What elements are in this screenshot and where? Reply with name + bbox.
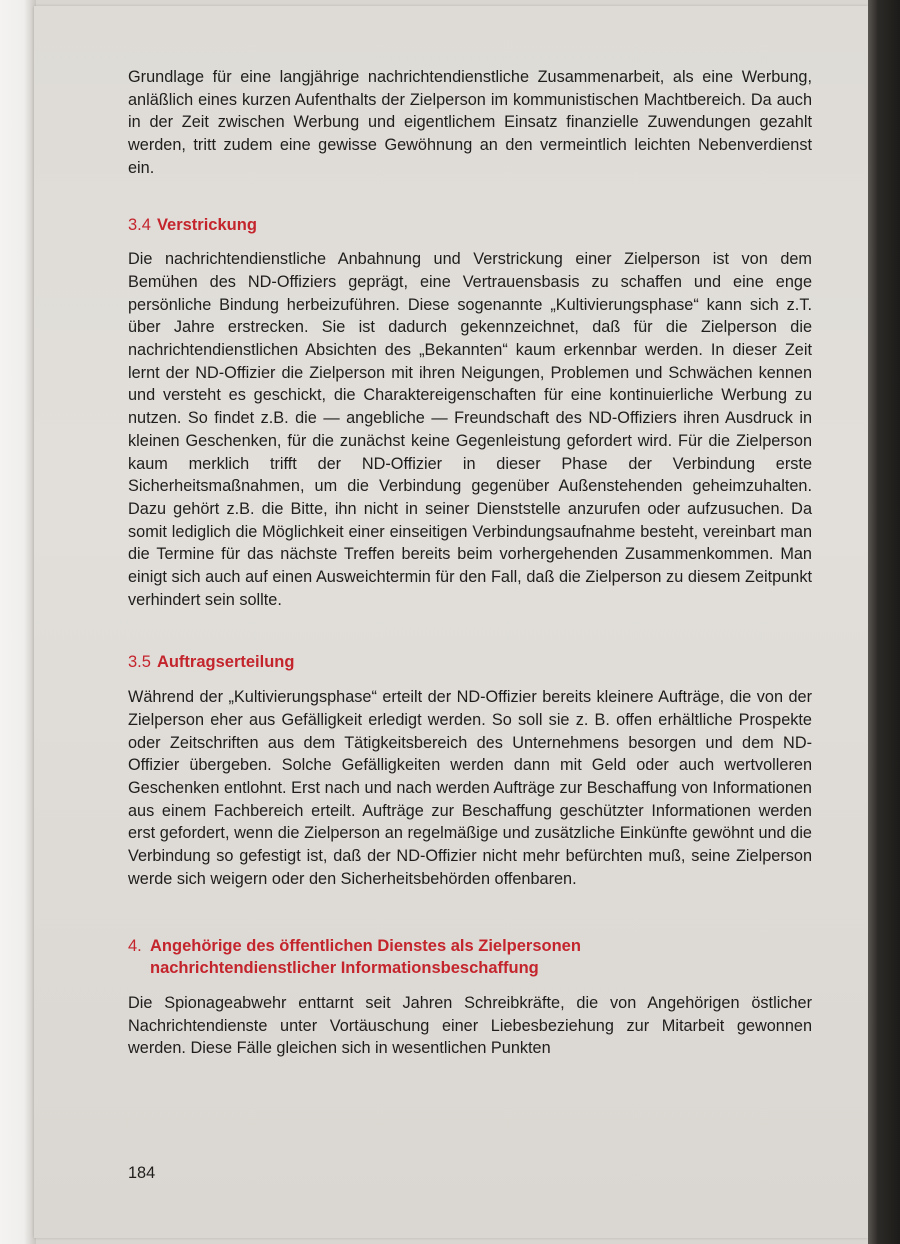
chapter-number: 4.: [128, 936, 142, 955]
section-number: 3.4: [128, 215, 151, 234]
page-content: [128, 66, 812, 1060]
section-title: Verstrickung: [156, 215, 257, 234]
chapter-paragraph: Die Spionageabwehr enttarnt seit Jahren Schreibkräfte, die von Angehörigen östlicher Nachrichtendienste unter Vortäuschung einer Liebesbeziehung zur Mitarbeit gewonnen werden. Diese Fälle gleichen sich in wesentlichen Punkten: [128, 993, 812, 1058]
chapter-title-line-2: nachrichtendienstlicher Informationsbeschaffung: [150, 959, 539, 978]
section-heading-verstrickung: [128, 214, 812, 237]
section-paragraph-auftragserteilung: Während der „Kultivierungsphase“ erteilt der ND-Offizier bereits kleinere Aufträge, die von der Zielperson eher aus Gefälligkeit erledigt werden. So soll sie z. B. offen erhältliche Prospekte oder Zeitschriften aus dem Tätigkeitsbereich des Unternehmens besorgen und dem ND-Offizier übergeben. Solche Gefälligkeiten werden dann mit Geld oder auch wertvolleren Geschenken entlohnt. Erst nach und nach werden Aufträge zur Beschaffung von Informationen aus einem Fachbereich erteilt. Aufträge zur Beschaffung geschützter Informationen werden erst gefordert, wenn die Zielperson an regelmäßige und zusätzliche Einkünfte gewöhnt und die Verbindung so gefestigt ist, daß der ND-Offizier nicht mehr befürchten muß, seine Zielperson werde sich weigern oder den Sicherheitsbehörden offenbaren.: [128, 688, 812, 888]
chapter-title: [150, 935, 581, 980]
intro-paragraph: Grundlage für eine langjährige nachrichtendienstliche Zusammenarbeit, als eine Werbung, anläßlich eines kurzen Aufenthalts der Zielperson im kommunistischen Machtbereich. Da auch in der Zeit zwischen Werbung und eigentlichem Einsatz finanzielle Zuwendungen gezahlt werden, tritt zudem eine gewisse Gewöhnung an den vermeintlich leichten Nebenverdienst ein.: [128, 68, 812, 177]
section-title: Auftragserteilung: [156, 653, 295, 672]
page-right-shadow: [868, 0, 900, 1244]
chapter-heading: [128, 935, 812, 980]
section-heading-auftragserteilung: [128, 651, 812, 674]
chapter-title-line-1: Angehörige des öffentlichen Dienstes als Zielpersonen: [150, 936, 581, 955]
page-number: 184: [128, 1164, 156, 1182]
page-left-margin: [0, 0, 36, 1244]
section-paragraph-verstrickung: Die nachrichtendienstliche Anbahnung und Verstrickung einer Zielperson ist von dem Bemühen des ND-Offiziers geprägt, eine Vertrauensbasis zu schaffen und eine enge persönliche Bindung herbeizuführen. Diese sogenannte „Kultivierungsphase“ kann sich z.T. über Jahre erstrecken. Sie ist dadurch gekennzeichnet, daß für die Zielperson die nachrichtendienstlichen Absichten des „Bekannten“ kaum erkennbar werden. In dieser Zeit lernt der ND-Offizier die Zielperson mit ihren Neigungen, Problemen und Schwächen kennen und versteht es geschickt, die Charaktereigenschaften für eine kontinuierliche Werbung zu nutzen. So findet z.B. die — angebliche — Freundschaft des ND-Offiziers ihren Ausdruck in kleinen Geschenken, für die zunächst keine Gegenleistung gefordert wird. Für die Zielperson kaum merklich trifft der ND-Offizier in dieser Phase der Verbindung erste Sicherheitsmaßnahmen, um die Verbindung gegenüber Außenstehenden geheimzuhalten. Dazu gehört z.B. die Bitte, ihn nicht in seiner Dienststelle anzurufen oder aufzusuchen. Da somit lediglich die Möglichkeit einer einseitigen Verbindungsaufnahme besteht, vereinbart man die Termine für das nächste Treffen bereits beim vorhergehenden Zusammenkommen. Man einigt sich auch auf einen Ausweichtermin für den Fall, daß die Zielperson zu diesem Zeitpunkt verhindert sein sollte.: [128, 250, 812, 609]
section-number: 3.5: [128, 653, 151, 672]
